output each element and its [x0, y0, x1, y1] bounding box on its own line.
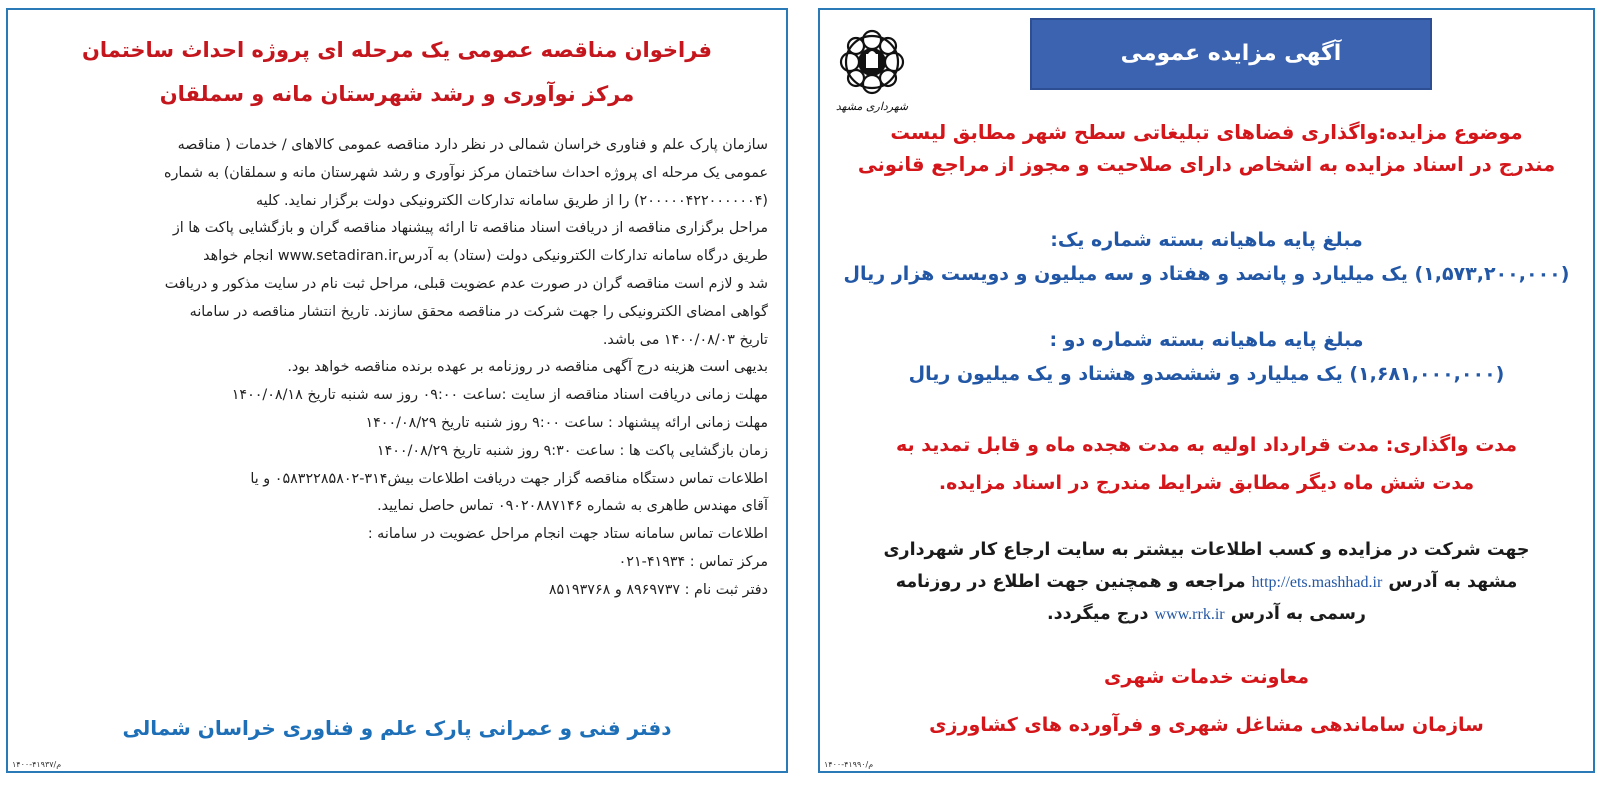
- subject-line2: مندرج در اسناد مزایده به اشخاص دارای صلاحیت و مجوز از مراجع قانونی: [857, 153, 1556, 176]
- info-line3: [820, 598, 1593, 631]
- signature-organization: سازمان ساماندهی مشاغل شهری و فرآورده های کشاورزی: [929, 714, 1484, 736]
- info-line3-pre: رسمی به آدرس: [1230, 604, 1366, 624]
- body-line: عمومی یک مرحله ای پروژه احداث ساختمان مرکز نوآوری و رشد شهرستان مانه و سملقان) به شماره: [163, 164, 768, 181]
- body-line: دفتر ثبت نام : ۸۹۶۹۷۳۷ و ۸۵۱۹۳۷۶۸: [548, 581, 768, 598]
- package2-amount: (۱,۶۸۱,۰۰۰,۰۰۰) یک میلیارد و ششصدو هشتاد و یک میلیون ریال: [908, 363, 1505, 385]
- info-line1: جهت شرکت در مزایده و کسب اطلاعات بیشتر به سایت ارجاع کار شهرداری: [883, 540, 1530, 560]
- package1-title: مبلغ پایه ماهیانه بسته شماره یک:: [1050, 229, 1363, 251]
- logo-caption: شهرداری مشهد: [835, 100, 909, 113]
- signature-deputy: معاونت خدمات شهری: [1103, 666, 1310, 688]
- subject-line1: موضوع مزایده:واگذاری فضاهای تبلیغاتی سطح شهر مطابق لیست: [890, 121, 1523, 144]
- ets-link[interactable]: http://ets.mashhad.ir: [1251, 574, 1383, 591]
- tender-notice-panel: [6, 8, 788, 773]
- duration-line2: مدت شش ماه دیگر مطابق شرایط مندرج در اسناد مزایده.: [938, 472, 1475, 494]
- info-line2-pre: مشهد به آدرس: [1388, 572, 1518, 592]
- ad-code: ۱۴۰۰-۴۱۹۹۰/م: [824, 760, 874, 769]
- info-line3-post: درج میگردد.: [1047, 604, 1149, 624]
- tender-title-line2: مرکز نوآوری و رشد شهرستان مانه و سملقان: [159, 82, 635, 106]
- tender-footer: دفتر فنی و عمرانی پارک علم و فناوری خراسان شمالی: [122, 716, 672, 740]
- rrk-link[interactable]: www.rrk.ir: [1154, 606, 1225, 623]
- body-line: آقای مهندس طاهری به شماره ۰۹۰۲۰۸۸۷۱۴۶ تماس حاصل نمایید.: [377, 498, 768, 515]
- body-line: اطلاعات تماس دستگاه مناقصه گزار جهت دریافت اطلاعات بیش۳۱۴-۰۵۸۳۲۲۸۵۸۰۲ و یا: [250, 470, 768, 487]
- body-line: مهلت زمانی دریافت اسناد مناقصه از سایت :ساعت ۰۹:۰۰ روز سه شنبه تاریخ ۱۴۰۰/۰۸/۱۸: [231, 387, 768, 404]
- municipality-logo: [832, 24, 912, 120]
- auction-header: آگهی مزایده عمومی: [1030, 18, 1432, 90]
- auction-notice-panel: [818, 8, 1595, 773]
- tender-title-line1: فراخوان مناقصه عمومی یک مرحله ای پروژه احداث ساختمان: [81, 38, 713, 62]
- body-line: مرکز تماس : ۴۱۹۳۴-۰۲۱: [618, 553, 768, 570]
- body-line: تاریخ ۱۴۰۰/۰۸/۰۳ می باشد.: [602, 331, 768, 348]
- body-line: مهلت زمانی ارائه پیشنهاد : ساعت ۹:۰۰ روز شنبه تاریخ ۱۴۰۰/۰۸/۲۹: [365, 414, 768, 431]
- duration-line1: مدت واگذاری: مدت قرارداد اولیه به مدت هجده ماه و قابل تمدید به: [895, 434, 1518, 456]
- body-line: اطلاعات تماس سامانه ستاد جهت انجام مراحل عضویت در سامانه :: [367, 526, 768, 543]
- info-line2-post: مراجعه و همچنین جهت اطلاع در روزنامه: [895, 572, 1246, 592]
- body-line: بدیهی است هزینه درج آگهی مناقصه در روزنامه بر عهده برنده مناقصه خواهد بود.: [287, 359, 768, 376]
- body-line: طریق درگاه سامانه تدارکات الکترونیکی دولت (ستاد) به آدرسwww.setadiran.ir انجام خواهد: [203, 248, 768, 265]
- body-line: گواهی امضای الکترونیکی را جهت شرکت در مناقصه محقق سازند. تاریخ انتشار مناقصه در سامانه: [189, 303, 768, 320]
- body-line: سازمان پارک علم و فناوری خراسان شمالی در نظر دارد مناقصه عمومی کالاهای / خدمات ( مناقصه: [177, 137, 768, 153]
- body-line: زمان بازگشایی پاکت ها : ساعت ۹:۳۰ روز شنبه تاریخ ۱۴۰۰/۰۸/۲۹: [376, 442, 768, 459]
- package2-title: مبلغ پایه ماهیانه بسته شماره دو :: [1049, 329, 1364, 351]
- tender-body: [26, 132, 768, 605]
- info-line2: [820, 566, 1593, 599]
- body-line: مراحل برگزاری مناقصه از دریافت اسناد مناقصه تا ارائه پیشنهاد مناقصه گران و بازگشایی پاکت ها از: [172, 220, 768, 237]
- body-line: (۲۰۰۰۰۰۴۲۲۰۰۰۰۰۰۴) را از طریق سامانه تدارکات الکترونیکی دولت برگزار نماید. کلیه: [255, 192, 768, 209]
- ad-code: ۱۴۰۰-۴۱۹۳۷/م: [12, 760, 62, 769]
- package1-amount: (۱,۵۷۳,۲۰۰,۰۰۰) یک میلیارد و پانصد و هفتاد و سه میلیون و دویست هزار ریال: [843, 263, 1570, 285]
- body-line: شد و لازم است مناقصه گران در صورت عدم عضویت قبلی، مراحل ثبت نام در سایت مذکور و دریافت: [164, 275, 768, 292]
